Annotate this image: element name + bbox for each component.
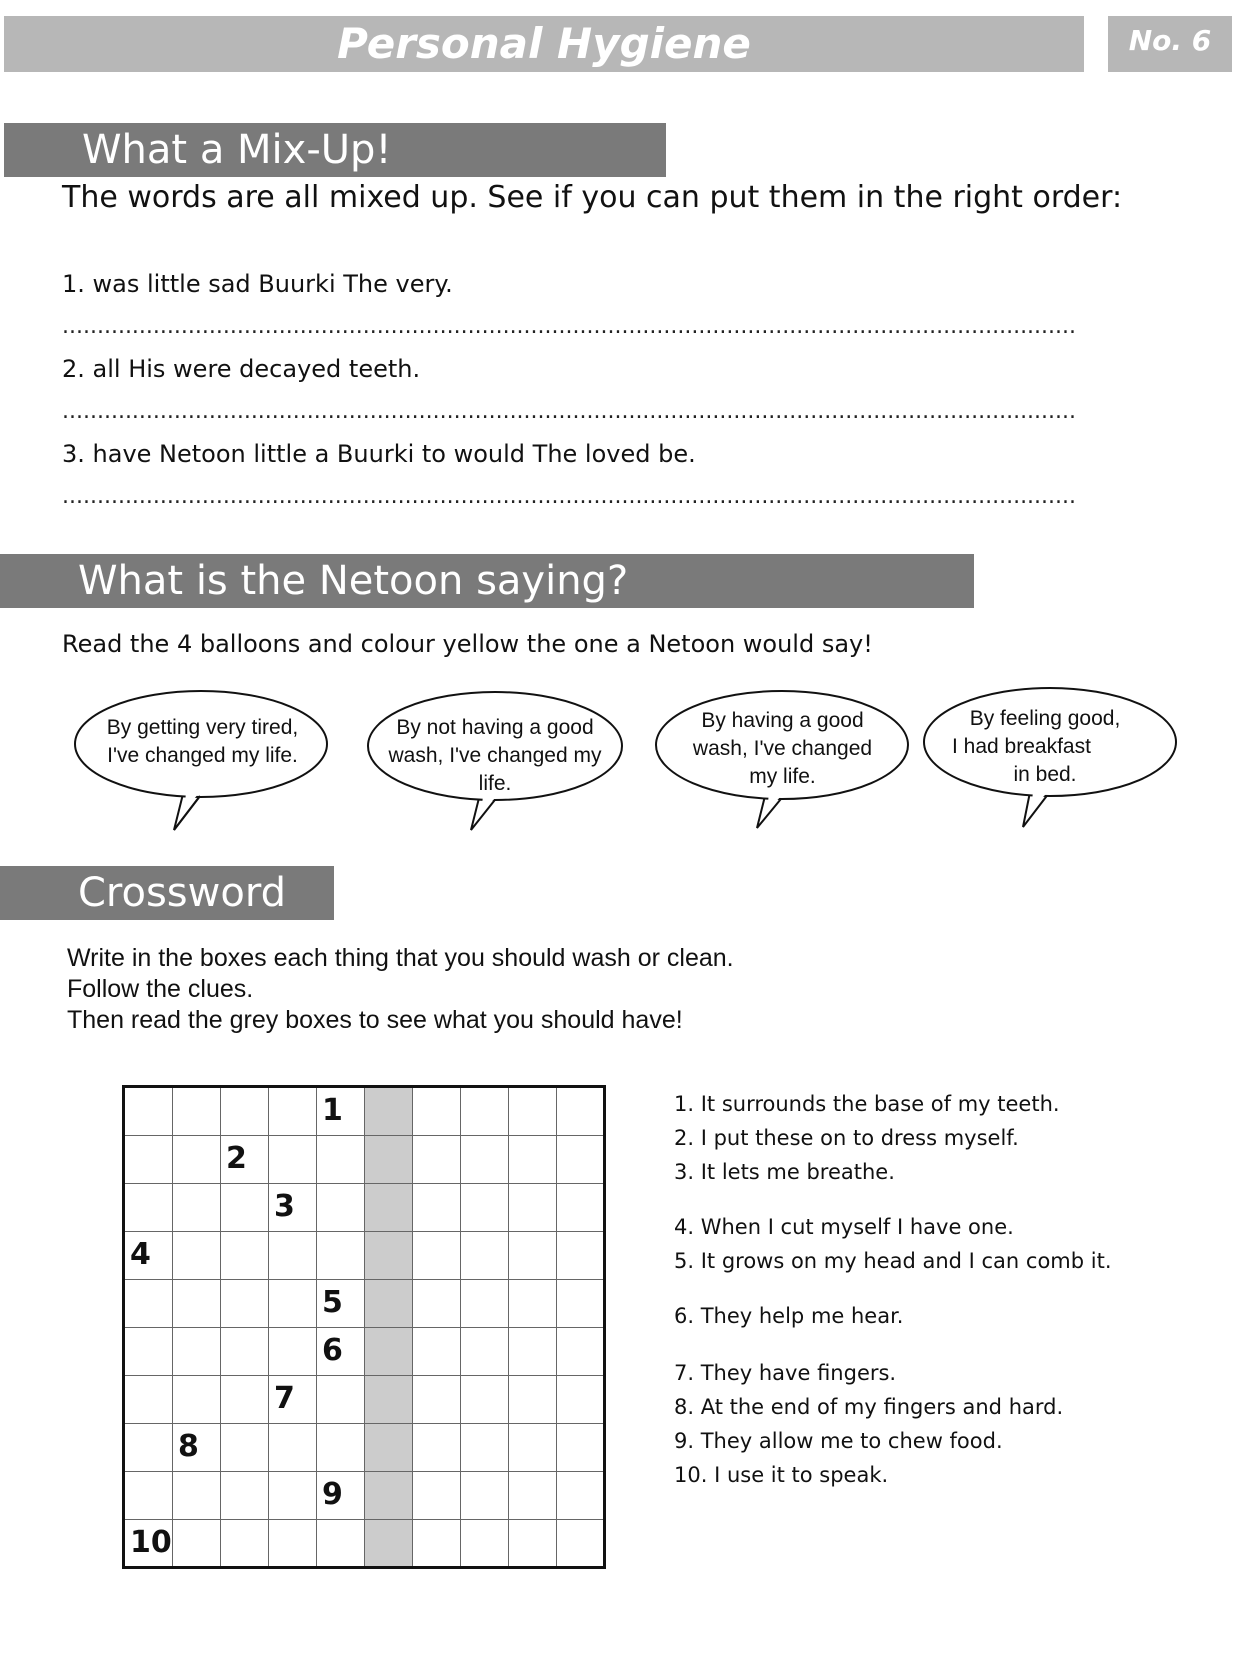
answer-line-1[interactable]: ................................................................................................................................................. bbox=[62, 314, 1077, 339]
balloon-4-line: I had breakfast bbox=[952, 735, 1091, 758]
crossword-instructions bbox=[67, 943, 734, 1036]
crossword-cell[interactable] bbox=[508, 1279, 557, 1328]
question-1: 1. was little sad Buurki The very. bbox=[62, 270, 453, 298]
balloon-2-line: By not having a good bbox=[396, 716, 594, 739]
balloon-4-text bbox=[930, 705, 1160, 789]
crossword-cell[interactable] bbox=[124, 1375, 173, 1424]
crossword-cell[interactable] bbox=[508, 1423, 557, 1472]
balloon-1-text bbox=[80, 714, 325, 770]
clue-number: 1 bbox=[322, 1093, 343, 1128]
clue: 2. I put these on to dress myself. bbox=[674, 1126, 1019, 1150]
balloon-1-line: By getting very tired, bbox=[106, 716, 299, 739]
crossword-cell[interactable] bbox=[460, 1231, 509, 1280]
crossword-cell[interactable] bbox=[316, 1375, 365, 1424]
crossword-cell[interactable] bbox=[556, 1327, 605, 1376]
clue: 9. They allow me to chew food. bbox=[674, 1429, 1003, 1453]
crossword-cell[interactable] bbox=[124, 1423, 173, 1472]
crossword-cell[interactable] bbox=[364, 1519, 413, 1568]
clue: 6. They help me hear. bbox=[674, 1304, 904, 1328]
crossword-cell[interactable] bbox=[172, 1519, 221, 1568]
balloon-2-line: life. bbox=[478, 772, 512, 795]
balloon-2-text bbox=[370, 714, 620, 798]
crossword-cell[interactable] bbox=[268, 1231, 317, 1280]
netoon-instruction: Read the 4 balloons and colour yellow the one a Netoon would say! bbox=[62, 630, 873, 658]
balloon-4-line: By feeling good, bbox=[969, 707, 1121, 730]
crossword-cell[interactable] bbox=[220, 1231, 269, 1280]
crossword-cell[interactable] bbox=[412, 1279, 461, 1328]
crossword-cell[interactable] bbox=[364, 1183, 413, 1232]
mixup-instruction: The words are all mixed up. See if you can put them in the right order: bbox=[62, 180, 1123, 215]
crossword-cell[interactable] bbox=[460, 1375, 509, 1424]
instruction-line: Then read the grey boxes to see what you should have! bbox=[67, 1006, 683, 1034]
crossword-grid bbox=[124, 1087, 604, 1567]
netoon-heading: What is the Netoon saying? bbox=[0, 554, 974, 608]
crossword-cell[interactable] bbox=[364, 1423, 413, 1472]
crossword-cell[interactable] bbox=[412, 1423, 461, 1472]
crossword-cell[interactable] bbox=[556, 1375, 605, 1424]
crossword-cell[interactable] bbox=[556, 1279, 605, 1328]
instruction-line: Write in the boxes each thing that you should wash or clean. bbox=[67, 944, 734, 972]
crossword-cell[interactable] bbox=[508, 1087, 557, 1136]
balloon-2-line: wash, I've changed my bbox=[388, 744, 602, 767]
crossword-cell[interactable] bbox=[364, 1471, 413, 1520]
clue: 7. They have fingers. bbox=[674, 1361, 897, 1385]
crossword-heading: Crossword bbox=[0, 866, 334, 920]
clue-number: 10 bbox=[130, 1525, 172, 1560]
crossword-cell[interactable] bbox=[412, 1135, 461, 1184]
crossword-cell[interactable] bbox=[268, 1471, 317, 1520]
crossword-cell[interactable] bbox=[220, 1183, 269, 1232]
crossword-cell[interactable] bbox=[124, 1327, 173, 1376]
crossword-cell[interactable] bbox=[412, 1183, 461, 1232]
balloon-3-text bbox=[660, 707, 905, 791]
page-title: Personal Hygiene bbox=[337, 19, 751, 68]
crossword-cell[interactable] bbox=[556, 1135, 605, 1184]
clue-number: 2 bbox=[226, 1141, 247, 1176]
crossword-cell[interactable] bbox=[508, 1519, 557, 1568]
crossword-cell[interactable] bbox=[556, 1183, 605, 1232]
crossword-cell[interactable] bbox=[364, 1231, 413, 1280]
mixup-heading: What a Mix-Up! bbox=[4, 123, 666, 177]
crossword-cell[interactable] bbox=[124, 1471, 173, 1520]
crossword-cell[interactable] bbox=[172, 1183, 221, 1232]
clue-number: 6 bbox=[322, 1333, 343, 1368]
crossword-cell[interactable] bbox=[316, 1231, 365, 1280]
crossword-cell[interactable] bbox=[268, 1519, 317, 1568]
clue: 4. When I cut myself I have one. bbox=[674, 1215, 1014, 1239]
crossword-cell[interactable] bbox=[268, 1279, 317, 1328]
crossword-cell[interactable] bbox=[172, 1135, 221, 1184]
crossword-cell[interactable] bbox=[508, 1135, 557, 1184]
crossword-cell[interactable] bbox=[508, 1183, 557, 1232]
crossword-cell[interactable] bbox=[460, 1423, 509, 1472]
crossword-cell[interactable] bbox=[220, 1375, 269, 1424]
crossword-cell[interactable] bbox=[124, 1183, 173, 1232]
clue-number: 8 bbox=[178, 1429, 199, 1464]
answer-line-3[interactable]: ................................................................................................................................................. bbox=[62, 484, 1077, 509]
crossword-cell[interactable] bbox=[268, 1135, 317, 1184]
balloon-3-line: By having a good bbox=[701, 709, 864, 732]
crossword-cell[interactable] bbox=[508, 1471, 557, 1520]
crossword-cell[interactable] bbox=[364, 1135, 413, 1184]
clue: 3. It lets me breathe. bbox=[674, 1160, 895, 1184]
clue: 10. I use it to speak. bbox=[674, 1463, 889, 1487]
question-3: 3. have Netoon little a Buurki to would The loved be. bbox=[62, 440, 696, 468]
clue-number: 9 bbox=[322, 1477, 343, 1512]
clue-number: 4 bbox=[130, 1237, 151, 1272]
crossword-cell[interactable] bbox=[460, 1471, 509, 1520]
crossword-cell[interactable] bbox=[412, 1327, 461, 1376]
crossword-cell[interactable] bbox=[364, 1279, 413, 1328]
crossword-cell[interactable] bbox=[508, 1375, 557, 1424]
clue-number: 5 bbox=[322, 1285, 343, 1320]
worksheet-number: No. 6 bbox=[1108, 16, 1232, 72]
crossword-cell[interactable] bbox=[364, 1375, 413, 1424]
clue: 8. At the end of my fingers and hard. bbox=[674, 1395, 1064, 1419]
crossword-cell[interactable] bbox=[220, 1423, 269, 1472]
crossword-cell[interactable] bbox=[412, 1471, 461, 1520]
crossword-cell[interactable] bbox=[268, 1423, 317, 1472]
crossword-cell[interactable] bbox=[220, 1087, 269, 1136]
crossword-cell[interactable] bbox=[460, 1135, 509, 1184]
answer-line-2[interactable]: ................................................................................................................................................. bbox=[62, 399, 1077, 424]
instruction-line: Follow the clues. bbox=[67, 975, 254, 1003]
crossword-cell[interactable] bbox=[172, 1327, 221, 1376]
crossword-cell[interactable] bbox=[220, 1327, 269, 1376]
clue-number: 3 bbox=[274, 1189, 295, 1224]
crossword-cell[interactable] bbox=[220, 1519, 269, 1568]
crossword-cell[interactable] bbox=[556, 1423, 605, 1472]
crossword-cell[interactable] bbox=[172, 1375, 221, 1424]
crossword-cell[interactable] bbox=[412, 1087, 461, 1136]
crossword-cell[interactable] bbox=[268, 1087, 317, 1136]
crossword-cell[interactable] bbox=[460, 1183, 509, 1232]
crossword-cell[interactable] bbox=[172, 1087, 221, 1136]
question-2: 2. all His were decayed teeth. bbox=[62, 355, 421, 383]
crossword-cell[interactable] bbox=[316, 1519, 365, 1568]
crossword-cell[interactable] bbox=[220, 1471, 269, 1520]
crossword-cell[interactable] bbox=[364, 1087, 413, 1136]
crossword-cell[interactable] bbox=[556, 1087, 605, 1136]
crossword-cell[interactable] bbox=[316, 1135, 365, 1184]
crossword-cell[interactable] bbox=[364, 1327, 413, 1376]
clue-number: 7 bbox=[274, 1381, 295, 1416]
crossword-cell[interactable] bbox=[124, 1279, 173, 1328]
balloon-4-line: in bed. bbox=[1013, 763, 1077, 786]
crossword-cell[interactable] bbox=[172, 1231, 221, 1280]
balloon-1-line: I've changed my life. bbox=[107, 744, 298, 767]
crossword-cell[interactable] bbox=[172, 1471, 221, 1520]
crossword-cell[interactable] bbox=[508, 1231, 557, 1280]
balloon-3-line: wash, I've changed bbox=[692, 737, 873, 760]
crossword-cell[interactable] bbox=[508, 1327, 557, 1376]
crossword-cell[interactable] bbox=[556, 1519, 605, 1568]
crossword-cell[interactable] bbox=[316, 1183, 365, 1232]
clue: 5. It grows on my head and I can comb it. bbox=[674, 1249, 1112, 1273]
crossword-cell[interactable] bbox=[412, 1375, 461, 1424]
crossword-cell[interactable] bbox=[412, 1231, 461, 1280]
crossword-cell[interactable] bbox=[460, 1279, 509, 1328]
clue: 1. It surrounds the base of my teeth. bbox=[674, 1092, 1060, 1116]
crossword-cell[interactable] bbox=[460, 1519, 509, 1568]
crossword-cell[interactable] bbox=[556, 1471, 605, 1520]
crossword-cell[interactable] bbox=[412, 1519, 461, 1568]
crossword-cell[interactable] bbox=[172, 1279, 221, 1328]
balloon-3-line: my life. bbox=[749, 765, 816, 788]
crossword-cell[interactable] bbox=[124, 1135, 173, 1184]
crossword-cell[interactable] bbox=[220, 1279, 269, 1328]
crossword-cell[interactable] bbox=[556, 1231, 605, 1280]
crossword-cell[interactable] bbox=[268, 1327, 317, 1376]
crossword-cell[interactable] bbox=[316, 1423, 365, 1472]
crossword-cell[interactable] bbox=[460, 1087, 509, 1136]
crossword-cell[interactable] bbox=[460, 1327, 509, 1376]
crossword-cell[interactable] bbox=[124, 1087, 173, 1136]
